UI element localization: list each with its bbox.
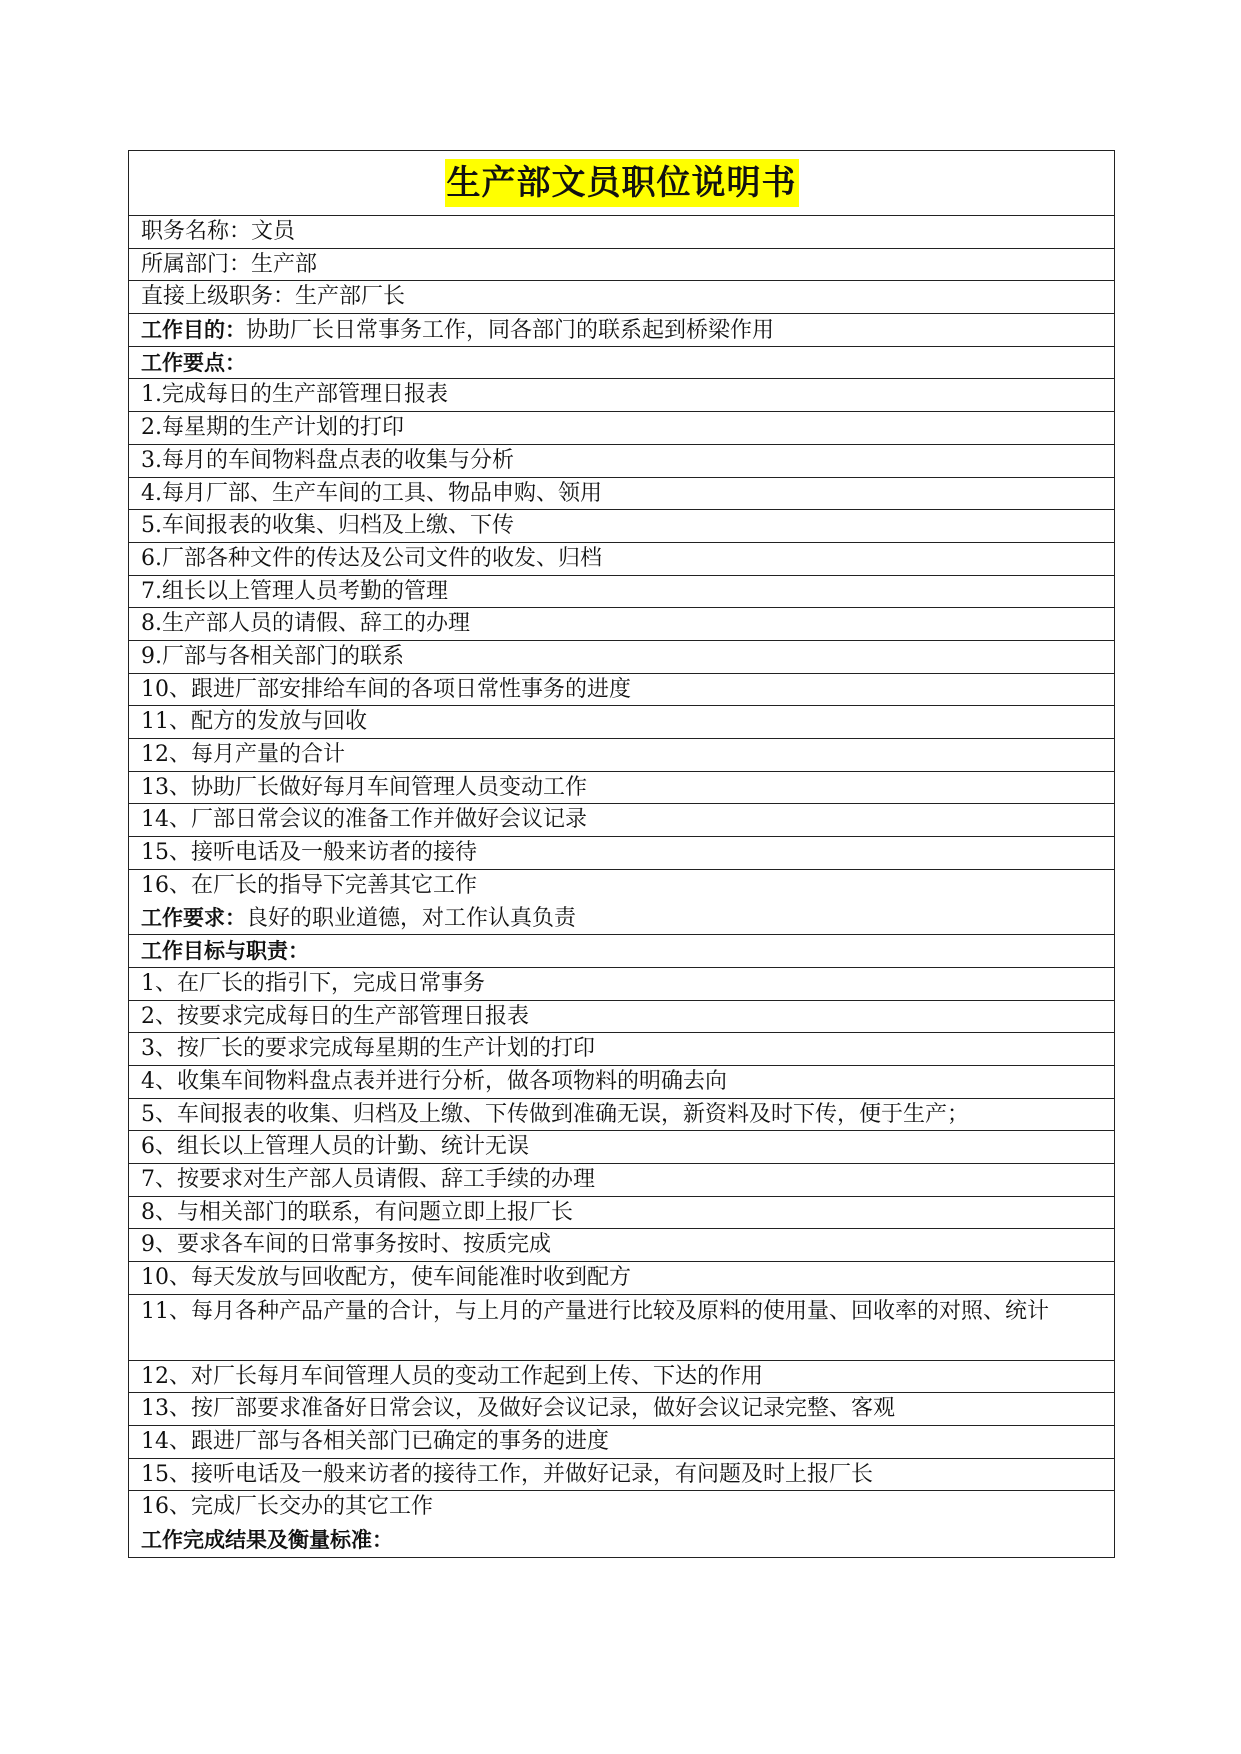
key-point-item: 13、协助厂长做好每月车间管理人员变动工作: [129, 772, 1114, 805]
goal-item: 1、在厂长的指引下，完成日常事务: [129, 968, 1114, 1001]
key-point-item: 7.组长以上管理人员考勤的管理: [129, 576, 1114, 609]
key-point-item: 5.车间报表的收集、归档及上缴、下传: [129, 510, 1114, 543]
goal-item: 16、完成厂长交办的其它工作: [141, 1494, 433, 1520]
goal-item: 7、按要求对生产部人员请假、辞工手续的办理: [129, 1164, 1114, 1197]
key-point-item: 2.每星期的生产计划的打印: [129, 412, 1114, 445]
purpose-label: 工作目的：: [141, 318, 246, 343]
department-row: 所属部门：生产部: [129, 249, 1114, 282]
purpose-value: 协助厂长日常事务工作，同各部门的联系起到桥梁作用: [246, 318, 775, 344]
goals-list: [129, 968, 1114, 1524]
goal-item: 2、按要求完成每日的生产部管理日报表: [129, 1001, 1114, 1034]
goal-item: 8、与相关部门的联系，有问题立即上报厂长: [129, 1197, 1114, 1230]
requirements-label: 工作要求：: [141, 906, 246, 931]
results-header-row: [129, 1524, 1114, 1557]
requirements-value: 良好的职业道德，对工作认真负责: [246, 906, 577, 932]
key-point-item: 3.每月的车间物料盘点表的收集与分析: [129, 445, 1114, 478]
key-point-item: 11、配方的发放与回收: [129, 706, 1114, 739]
key-point-item: 10、跟进厂部安排给车间的各项日常性事务的进度: [129, 674, 1114, 707]
goals-header-row: [129, 935, 1114, 968]
goal-item: 12、对厂长每月车间管理人员的变动工作起到上传、下达的作用: [129, 1361, 1114, 1394]
goal-item: 10、每天发放与回收配方，使车间能准时收到配方: [129, 1262, 1114, 1295]
key-point-item: 1.完成每日的生产部管理日报表: [129, 379, 1114, 412]
requirements-row: [129, 902, 1114, 935]
goal-item: 13、按厂部要求准备好日常会议，及做好会议记录，做好会议记录完整、客观: [129, 1393, 1114, 1426]
goal-item: 11、每月各种产品产量的合计，与上月的产量进行比较及原料的使用量、回收率的对照、统计: [129, 1295, 1114, 1361]
position-name-row: 职务名称：文员: [129, 216, 1114, 249]
key-point-item: 8.生产部人员的请假、辞工的办理: [129, 608, 1114, 641]
goal-item: 14、跟进厂部与各相关部门已确定的事务的进度: [129, 1426, 1114, 1459]
goal-item: 9、要求各车间的日常事务按时、按质完成: [129, 1229, 1114, 1262]
goal-item: 6、组长以上管理人员的计勤、统计无误: [129, 1131, 1114, 1164]
document-title: 生产部文员职位说明书: [445, 159, 799, 207]
key-point-item: 16、在厂长的指导下完善其它工作: [141, 872, 477, 898]
superior-row: 直接上级职务：生产部厂长: [129, 281, 1114, 314]
key-points-label: 工作要点：: [141, 350, 246, 375]
key-points-header-row: [129, 347, 1114, 380]
key-points-list: [129, 379, 1114, 902]
goals-label: 工作目标与职责：: [141, 939, 309, 964]
purpose-row: [129, 314, 1114, 347]
job-description-table: [128, 150, 1115, 1558]
results-label: 工作完成结果及衡量标准：: [141, 1528, 393, 1553]
key-point-item: 4.每月厂部、生产车间的工具、物品申购、领用: [129, 478, 1114, 511]
goal-item: 5、车间报表的收集、归档及上缴、下传做到准确无误，新资料及时下传，便于生产；: [129, 1099, 1114, 1132]
goal-item: 4、收集车间物料盘点表并进行分析，做各项物料的明确去向: [129, 1066, 1114, 1099]
key-point-item: 6.厂部各种文件的传达及公司文件的收发、归档: [129, 543, 1114, 576]
goal-item: 15、接听电话及一般来访者的接待工作，并做好记录，有问题及时上报厂长: [129, 1459, 1114, 1492]
key-point-item: 14、厂部日常会议的准备工作并做好会议记录: [129, 804, 1114, 837]
key-point-item: 12、每月产量的合计: [129, 739, 1114, 772]
key-point-item: 15、接听电话及一般来访者的接待: [129, 837, 1114, 870]
title-row: [129, 151, 1114, 216]
key-point-item: 9.厂部与各相关部门的联系: [129, 641, 1114, 674]
goal-item: 3、按厂长的要求完成每星期的生产计划的打印: [129, 1033, 1114, 1066]
